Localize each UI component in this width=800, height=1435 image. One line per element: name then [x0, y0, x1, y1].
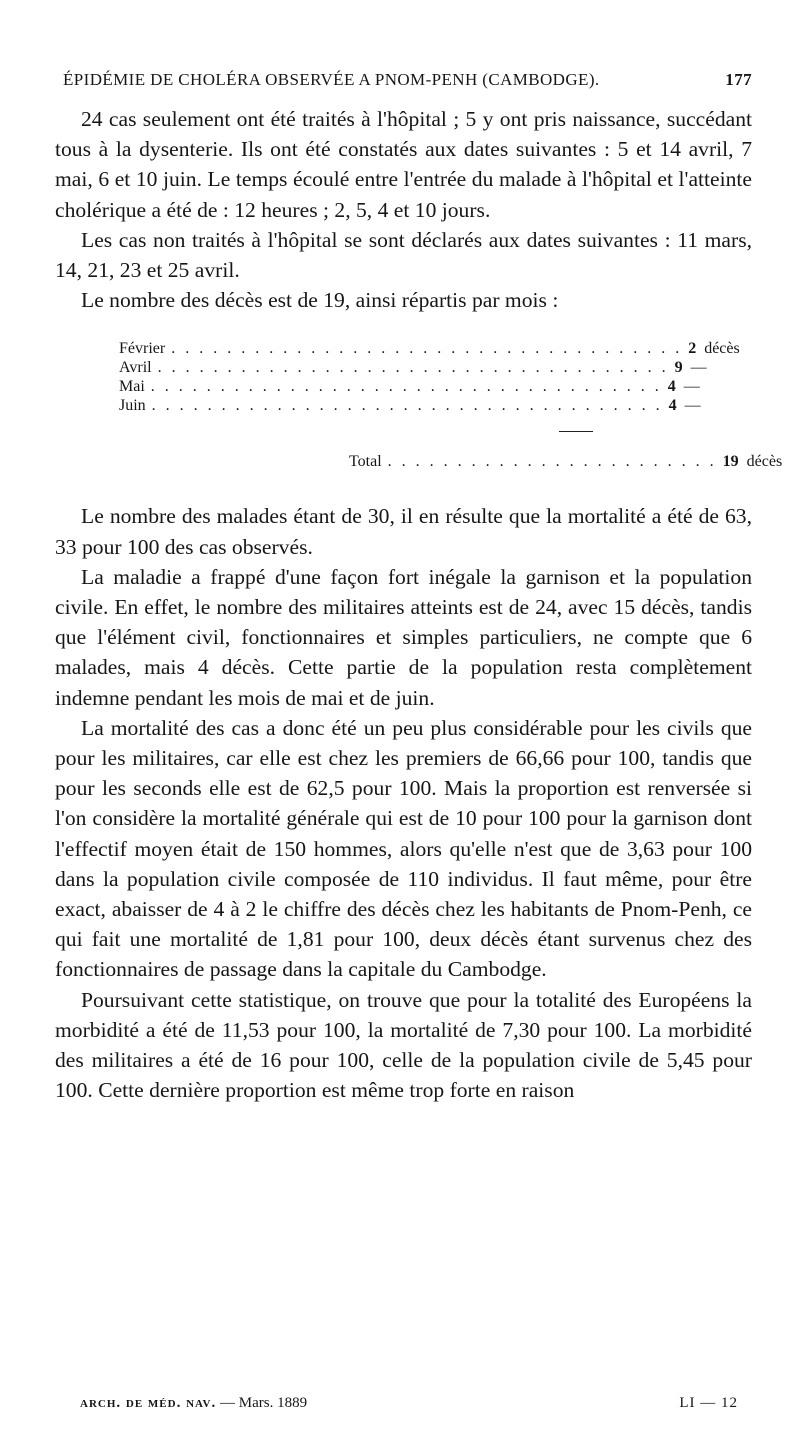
total-count: 19 [722, 453, 739, 471]
total-unit: décès [746, 453, 783, 471]
footer-separator: — [220, 1395, 235, 1411]
death-count: 4 [667, 378, 676, 396]
running-head [55, 70, 752, 100]
table-row [119, 358, 707, 377]
leader-dots: . . . . . . . . . . . . . . . . . . . . . . . . . . . . . . . . . . . . . [151, 397, 663, 415]
journal-abbreviation: arch. de méd. nav. [80, 1395, 217, 1411]
death-count: 9 [674, 359, 683, 377]
death-count: 4 [668, 397, 677, 415]
running-head-title: ÉPIDÉMIE DE CHOLÉRA OBSERVÉE A PNOM-PENH (CAMBODGE). [63, 70, 600, 89]
month-label: Avril [119, 359, 152, 377]
month-label: Juin [119, 397, 146, 415]
paragraph: 24 cas seulement ont été traités à l'hôpital ; 5 y ont pris naissance, succédant tous à la dysenterie. Ils ont été constatés aux dates suivantes : 5 et 14 avril, 7 mai, 6 et 10 juin. Le temps écoulé entre l'entrée du malade à l'hôpital et l'atteinte cholérique a été de : 12 heures ; 2, 5, 4 et 10 jours. [55, 107, 752, 222]
table-row [119, 396, 701, 415]
death-unit: — [684, 397, 701, 415]
footer-publication [80, 1395, 307, 1412]
leader-dots: . . . . . . . . . . . . . . . . . . . . . . . . . . . . . . . . . . . . . [157, 359, 669, 377]
paragraph: Le nombre des malades étant de 30, il en résulte que la mortalité a été de 63, 33 pour 100 des cas observés. [55, 504, 752, 559]
total-row [119, 452, 783, 471]
body-text [55, 501, 752, 1105]
month-label: Février [119, 340, 166, 358]
total-label: Total [349, 453, 382, 471]
leader-dots: . . . . . . . . . . . . . . . . . . . . . . . . [387, 453, 717, 471]
sum-rule [559, 431, 593, 432]
table-row [119, 339, 740, 358]
month-label: Mai [119, 378, 145, 396]
paragraph: La maladie a frappé d'une façon fort inégale la garnison et la population civile. En effet, le nombre des militaires atteints est de 24, avec 15 décès, tandis que l'élément civil, fonctionnaires et simples particuliers, ne compte que 6 malades, mais 4 décès. Cette partie de la population resta complètement indemne pendant les mois de mai et de juin. [55, 564, 752, 710]
death-count: 2 [688, 340, 697, 358]
death-unit: — [683, 378, 700, 396]
issue-date: Mars. 1889 [238, 1395, 308, 1411]
paragraph: Poursuivant cette statistique, on trouve que pour la totalité des Européens la morbidité a été de 11,53 pour 100, la mortalité de 7,30 pour 100. La morbidité des militaires a été de 16 pour 100, celle de la population civile de 5,45 pour 100. Cette dernière proportion est même trop forte en raison [55, 987, 752, 1103]
leader-dots: . . . . . . . . . . . . . . . . . . . . . . . . . . . . . . . . . . . . . [150, 378, 662, 396]
paragraph: Les cas non traités à l'hôpital se sont déclarés aux dates suivantes : 11 mars, 14, 21, 23 et 25 avril. [55, 227, 752, 283]
death-unit: décès [704, 340, 740, 358]
deaths-by-month-table [119, 339, 783, 471]
paragraph: Le nombre des décès est de 19, ainsi répartis par mois : [81, 288, 559, 313]
table-row [119, 377, 700, 396]
paragraph: La mortalité des cas a donc été un peu plus considérable pour les civils que pour les militaires, car elle est chez les premiers de 66,66 pour 100, tandis que pour les seconds elle est de 62,5 pour 100. Mais la proportion est renversée si l'on considère la mortalité générale qui est de 10 pour 100 pour la garnison dont l'effectif moyen était de 150 hommes, alors qu'elle n'est que de 3,63 pour 100 dans la population civile composée de 110 individus. Il faut même, pour être exact, abaisser de 4 à 2 le chiffre des décès chez les habitants de Pnom-Penh, ce qui fait une mortalité de 1,81 pour 100, deux décès étant survenus chez des fonctionnaires de passage dans la capitale du Cambodge. [55, 715, 752, 982]
death-unit: — [690, 359, 707, 377]
page-footer [80, 1395, 752, 1412]
signature-mark: LI — 12 [679, 1395, 738, 1411]
page-number: 177 [725, 70, 752, 89]
leader-dots: . . . . . . . . . . . . . . . . . . . . . . . . . . . . . . . . . . . . . [171, 340, 683, 358]
body-text [55, 104, 752, 315]
